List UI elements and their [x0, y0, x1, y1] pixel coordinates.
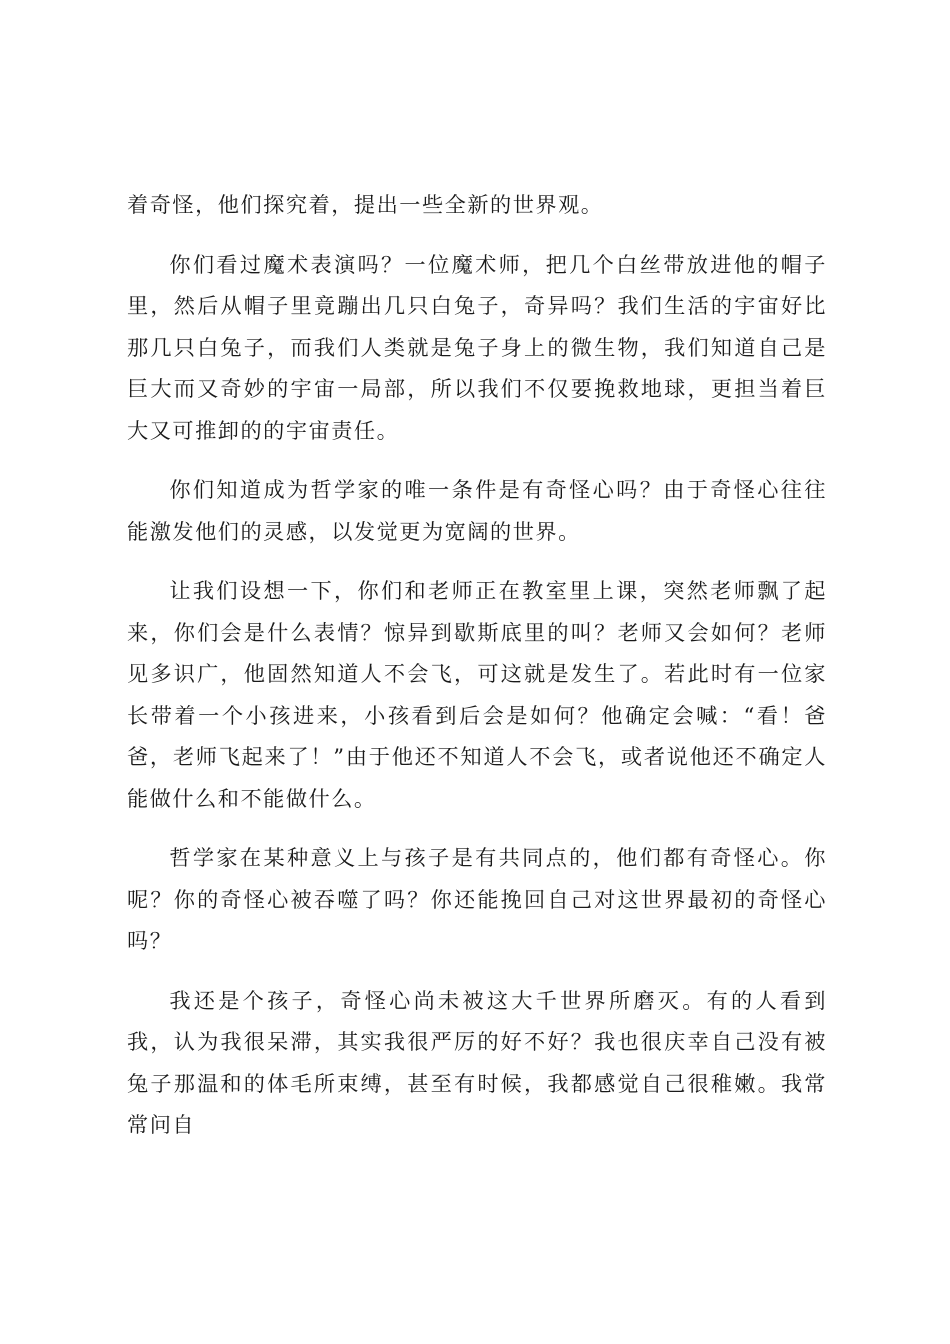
paragraph-flying-teacher: 让我们设想一下，你们和老师正在教室里上课，突然老师飘了起来，你们会是什么表情？惊异到歇斯底里的叫？老师又会如何？老师见多识广，他固然知道人不会飞，可这就是发生了。若此时有一位家长带着一个小孩进来，小孩看到后会是如何？他确定会喊：“看！爸爸，老师飞起来了！”由于他还不知道人不会飞，或者说他还不确定人能做什么和不能做什么。 — [127, 578, 827, 811]
paragraph-still-a-child: 我还是个孩子，奇怪心尚未被这大千世界所磨灭。有的人看到我，认为我很呆滞，其实我很严厉的好不好？我也很庆幸自己没有被兔子那温和的体毛所束缚，甚至有时候，我都感觉自己很稚嫩。我常常问自 — [127, 987, 827, 1137]
document-body — [127, 184, 827, 1164]
paragraph-philosopher-child: 哲学家在某种意义上与孩子是有共同点的，他们都有奇怪心。你呢？你的奇怪心被吞噬了吗？你还能挽回自己对这世界最初的奇怪心吗？ — [127, 845, 827, 953]
paragraph-continued: 着奇怪，他们探究着，提出一些全新的世界观。 — [127, 192, 604, 217]
paragraph-magic-show: 你们看过魔术表演吗？一位魔术师，把几个白丝带放进他的帽子里，然后从帽子里竟蹦出几只白兔子，奇异吗？我们生活的宇宙好比那几只白兔子，而我们人类就是兔子身上的微生物，我们知道自己是巨大而又奇妙的宇宙一局部，所以我们不仅要挽救地球，更担当着巨大又可推卸的的宇宙责任。 — [127, 251, 827, 443]
paragraph-philosopher-condition: 你们知道成为哲学家的唯一条件是有奇怪心吗？由于奇怪心往往能激发他们的灵感，以发觉更为宽阔的世界。 — [127, 477, 827, 544]
